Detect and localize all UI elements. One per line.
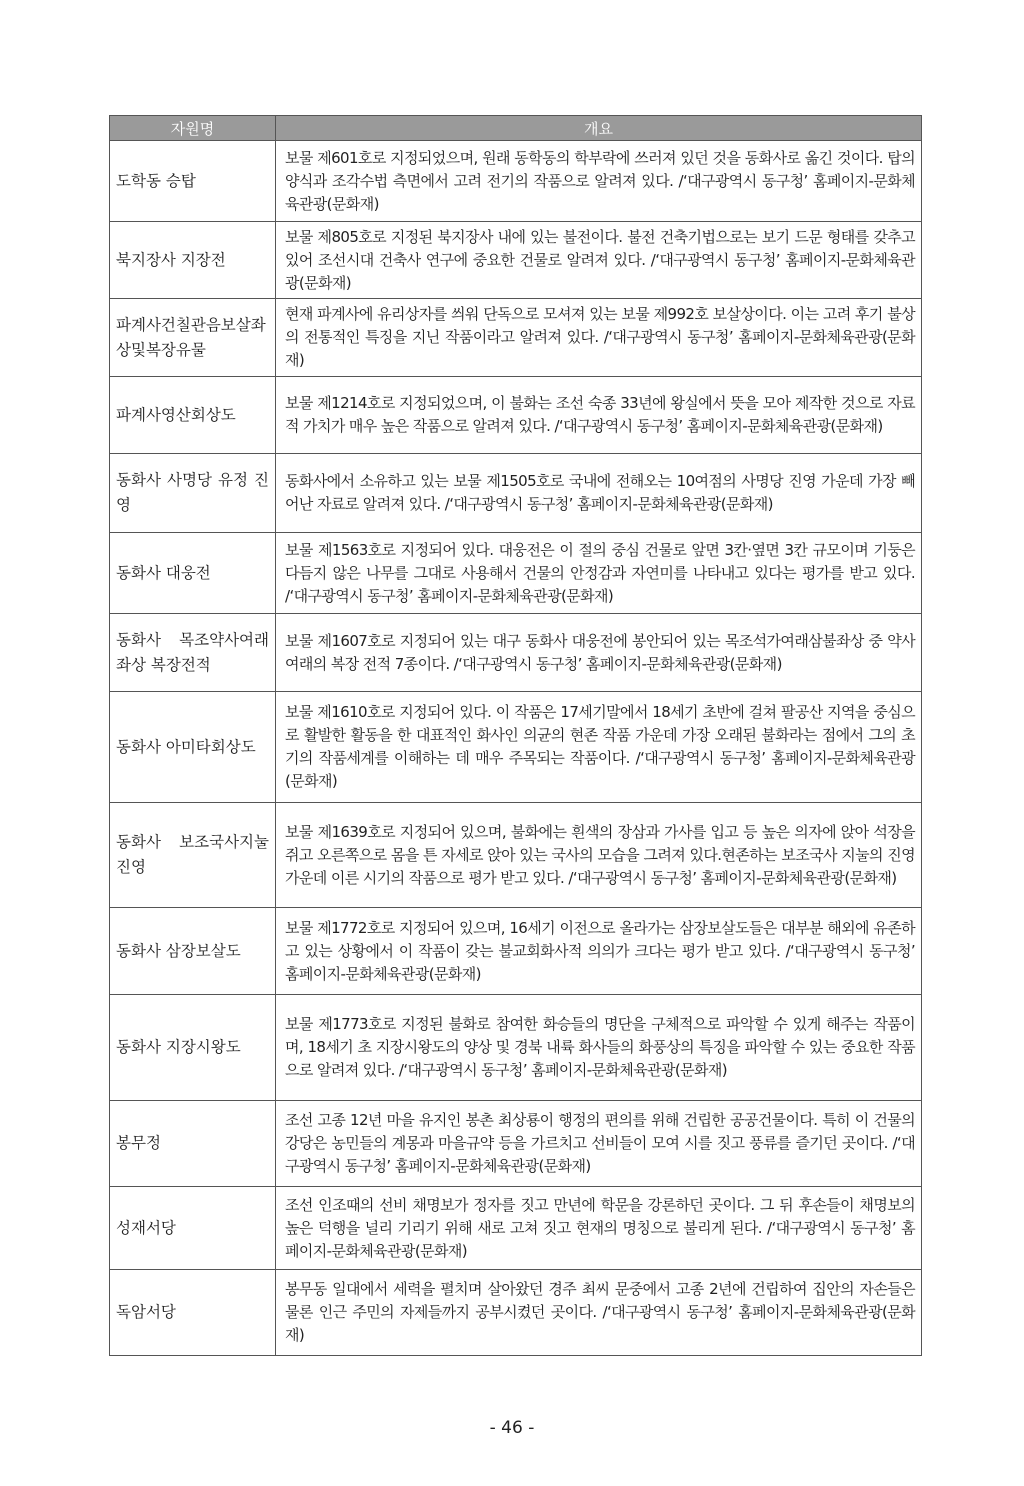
overview-cell: 보물 제805호로 지정된 북지장사 내에 있는 불전이다. 불전 건축기법으로는 보기 드문 형태를 갖추고 있어 조선시대 건축사 연구에 중요한 건물로 알려져 있다. /‘대구광역시 동구청’ 홈페이지-문화체육관광(문화재) xyxy=(276,222,922,299)
header-resource-name: 자원명 xyxy=(110,116,276,141)
resource-name-cell: 성재서당 xyxy=(110,1187,276,1270)
resource-table xyxy=(109,115,922,1356)
overview-cell: 보물 제1214호로 지정되었으며, 이 불화는 조선 숙종 33년에 왕실에서 뜻을 모아 제작한 것으로 자료적 가치가 매우 높은 작품으로 알려져 있다. /‘대구광역시 동구청’ 홈페이지-문화체육관광(문화재) xyxy=(276,377,922,454)
resource-name-cell: 동화사 목조약사여래좌상 복장전적 xyxy=(110,614,276,692)
overview-cell: 조선 인조때의 선비 채명보가 정자를 짓고 만년에 학문을 강론하던 곳이다. 그 뒤 후손들이 채명보의 높은 덕행을 널리 기리기 위해 새로 고쳐 짓고 현재의 명칭으로 불리게 된다. /‘대구광역시 동구청’ 홈페이지-문화체육관광(문화재) xyxy=(276,1187,922,1270)
resource-name-cell: 동화사 아미타회상도 xyxy=(110,692,276,803)
table-row xyxy=(110,222,922,299)
overview-cell: 보물 제1563호로 지정되어 있다. 대웅전은 이 절의 중심 건물로 앞면 3칸·옆면 3칸 규모이며 기둥은 다듬지 않은 나무를 그대로 사용해서 건물의 안정감과 자연미를 나타내고 있다는 평가를 받고 있다. /‘대구광역시 동구청’ 홈페이지-문화체육관광(문화재) xyxy=(276,533,922,614)
table-row xyxy=(110,614,922,692)
resource-name-cell: 북지장사 지장전 xyxy=(110,222,276,299)
resource-name-cell: 봉무정 xyxy=(110,1101,276,1187)
overview-cell: 보물 제1607호로 지정되어 있는 대구 동화사 대웅전에 봉안되어 있는 목조석가여래삼불좌상 중 약사여래의 복장 전적 7종이다. /‘대구광역시 동구청’ 홈페이지-문화체육관광(문화재) xyxy=(276,614,922,692)
table-row xyxy=(110,1187,922,1270)
resource-name-cell: 독암서당 xyxy=(110,1270,276,1356)
overview-cell: 조선 고종 12년 마을 유지인 봉촌 최상룡이 행정의 편의를 위해 건립한 공공건물이다. 특히 이 건물의 강당은 농민들의 계몽과 마을규약 등을 가르치고 선비들이 모여 시를 짓고 풍류를 즐기던 곳이다. /‘대구광역시 동구청’ 홈페이지-문화체육관광(문화재) xyxy=(276,1101,922,1187)
resource-name-cell: 파계사건칠관음보살좌상및복장유물 xyxy=(110,299,276,377)
table-header-row xyxy=(110,116,922,141)
table-row xyxy=(110,1101,922,1187)
overview-cell: 보물 제1610호로 지정되어 있다. 이 작품은 17세기말에서 18세기 초반에 걸쳐 팔공산 지역을 중심으로 활발한 활동을 한 대표적인 화사인 의균의 현존 작품 가운데 가장 오래된 불화라는 점에서 그의 초기의 작품세계를 이해하는 데 매우 주목되는 작품이다. /‘대구광역시 동구청’ 홈페이지-문화체육관광(문화재) xyxy=(276,692,922,803)
table-row xyxy=(110,299,922,377)
table-row xyxy=(110,454,922,533)
resource-name-cell: 동화사 보조국사지눌 진영 xyxy=(110,803,276,908)
header-overview: 개요 xyxy=(276,116,922,141)
page-number: - 46 - xyxy=(489,1418,535,1438)
table-row xyxy=(110,141,922,222)
resource-name-cell: 도학동 승탑 xyxy=(110,141,276,222)
table-row xyxy=(110,908,922,995)
table-row xyxy=(110,995,922,1101)
overview-cell: 현재 파계사에 유리상자를 씌워 단독으로 모셔져 있는 보물 제992호 보살상이다. 이는 고려 후기 불상의 전통적인 특징을 지닌 작품이라고 알려져 있다. /‘대구광역시 동구청’ 홈페이지-문화체육관광(문화재) xyxy=(276,299,922,377)
table-row xyxy=(110,377,922,454)
overview-cell: 보물 제1639호로 지정되어 있으며, 불화에는 흰색의 장삼과 가사를 입고 등 높은 의자에 앉아 석장을 쥐고 오른쪽으로 몸을 튼 자세로 앉아 있는 국사의 모습을 그려져 있다.현존하는 보조국사 지눌의 진영 가운데 이른 시기의 작품으로 평가 받고 있다. /‘대구광역시 동구청’ 홈페이지-문화체육관광(문화재) xyxy=(276,803,922,908)
table-row xyxy=(110,1270,922,1356)
resource-name-cell: 파계사영산회상도 xyxy=(110,377,276,454)
resource-name-cell: 동화사 삼장보살도 xyxy=(110,908,276,995)
overview-cell: 보물 제601호로 지정되었으며, 원래 동학동의 학부락에 쓰러져 있던 것을 동화사로 옮긴 것이다. 탑의 양식과 조각수법 측면에서 고려 전기의 작품으로 알려져 있다. /‘대구광역시 동구청’ 홈페이지-문화체육관광(문화재) xyxy=(276,141,922,222)
overview-cell: 동화사에서 소유하고 있는 보물 제1505호로 국내에 전해오는 10여점의 사명당 진영 가운데 가장 빼어난 자료로 알려져 있다. /‘대구광역시 동구청’ 홈페이지-문화체육관광(문화재) xyxy=(276,454,922,533)
resource-name-cell: 동화사 지장시왕도 xyxy=(110,995,276,1101)
table-row xyxy=(110,692,922,803)
overview-cell: 봉무동 일대에서 세력을 펼치며 살아왔던 경주 최씨 문중에서 고종 2년에 건립하여 집안의 자손들은 물론 인근 주민의 자제들까지 공부시켰던 곳이다. /‘대구광역시 동구청’ 홈페이지-문화체육관광(문화재) xyxy=(276,1270,922,1356)
overview-cell: 보물 제1773호로 지정된 불화로 참여한 화승들의 명단을 구체적으로 파악할 수 있게 해주는 작품이며, 18세기 초 지장시왕도의 양상 및 경북 내륙 화사들의 화풍상의 특징을 파악할 수 있는 중요한 작품으로 알려져 있다. /‘대구광역시 동구청’ 홈페이지-문화체육관광(문화재) xyxy=(276,995,922,1101)
overview-cell: 보물 제1772호로 지정되어 있으며, 16세기 이전으로 올라가는 삼장보살도들은 대부분 해외에 유존하고 있는 상황에서 이 작품이 갖는 불교회화사적 의의가 크다는 평가 받고 있다. /‘대구광역시 동구청’ 홈페이지-문화체육관광(문화재) xyxy=(276,908,922,995)
resource-name-cell: 동화사 사명당 유정 진영 xyxy=(110,454,276,533)
table-row xyxy=(110,533,922,614)
table-row xyxy=(110,803,922,908)
resource-name-cell: 동화사 대웅전 xyxy=(110,533,276,614)
